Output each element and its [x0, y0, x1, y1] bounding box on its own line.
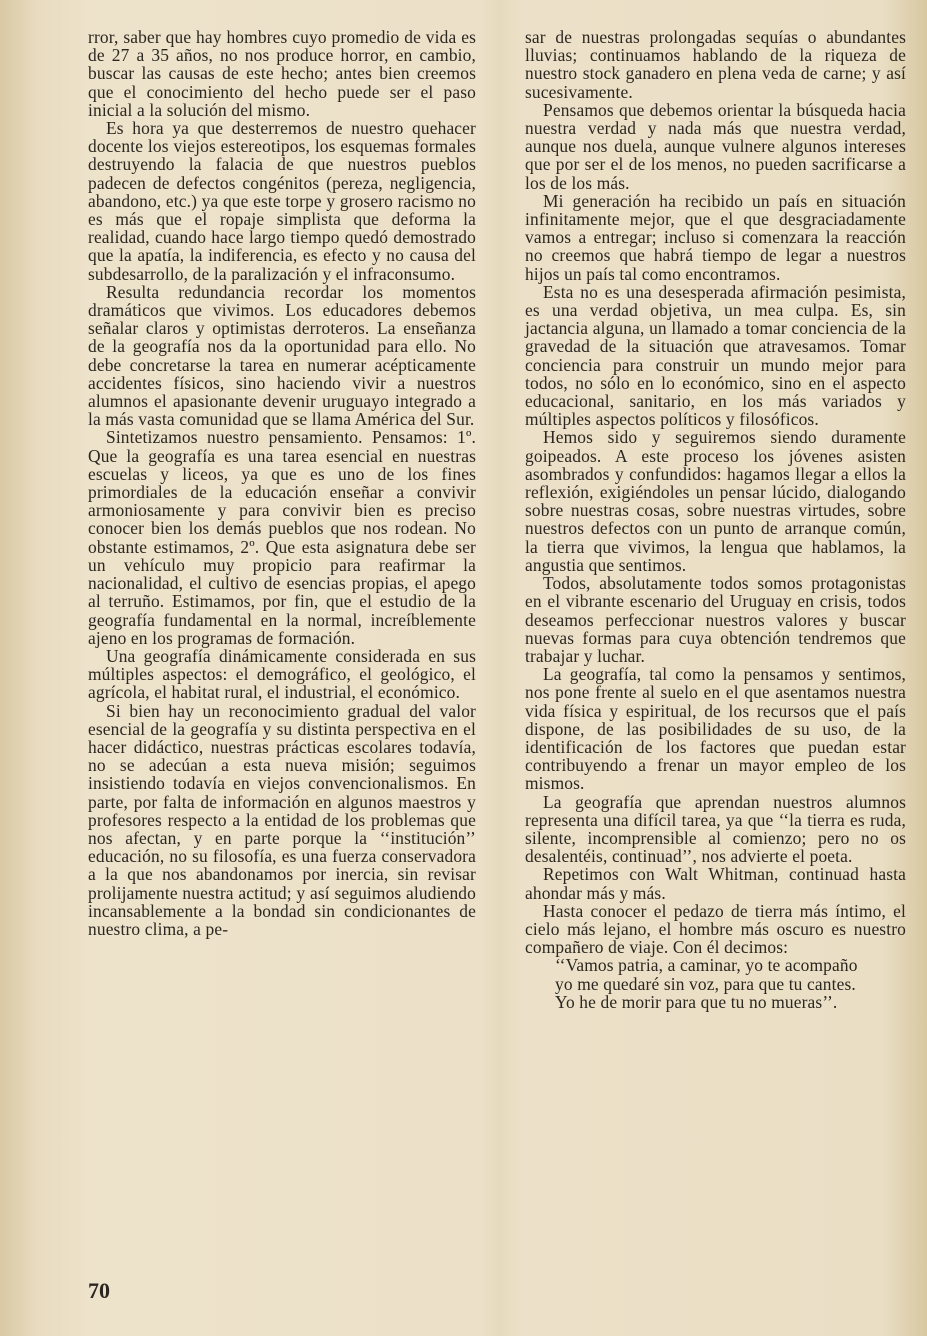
page-number: 70 [88, 1278, 110, 1303]
paragraph: La geografía, tal como la pensamos y sentimos, nos pone frente al suelo en el que asentamos nuestra vida física y espiritual, de los recursos que el país dispone, de las posibilidades de su uso, de la identificación de los factores que puedan estar contribuyendo a frenar un mayor empleo de los mismos. [525, 664, 906, 794]
paragraph: Esta no es una desesperada afirmación pesimista, es una verdad objetiva, un mea culpa. Es, sin jactancia alguna, un llamado a tomar conciencia de la gravedad de la situación que atravesamos. Tomar conciencia para construir un mundo mejor para todos, no sólo en lo económico, sino en el aspecto educacional, sanitario, en los más variados y múltiples aspectos políticos y filosóficos. [525, 281, 906, 430]
paragraph: Una geografía dinámicamente considerada en sus múltiples aspectos: el demográfico, el geológico, el agrícola, el habitat rural, el industrial, el económico. [88, 645, 476, 703]
left-column [88, 28, 476, 938]
paragraph: Resulta redundancia recordar los momentos dramáticos que vivimos. Los educadores debemos señalar claros y optimistas derroteros. La enseñanza de la geografía nos da la oportunidad para ello. No debe concretarse la tarea en numerar acépticamente accidentes físicos, sino haciendo vivir a nuestros alumnos el apasionante devenir uruguayo integrado a la más vasta comunidad que se llama América del Sur. [88, 281, 476, 430]
poem-quote-line: ‘‘Vamos patria, a caminar, yo te acompaño [555, 955, 858, 976]
paragraph: Es hora ya que desterremos de nuestro quehacer docente los viejos estereotipos, los esquemas formales destruyendo la falacia de que nuestros pueblos padecen de defectos congénitos (pereza, negligencia, abandono, etc.) ya que este torpe y grosero racismo no es más que el ropaje simplista que deforma la realidad, cuando hace largo tiempo quedó demostrado que la apatía, la indiferencia, es efecto y no causa del subdesarrollo, de la paralización y el infraconsumo. [88, 118, 476, 284]
right-column [525, 28, 906, 1011]
paragraph: La geografía que aprendan nuestros alumnos representa una difícil tarea, ya que ‘‘la tierra es ruda, silente, incomprensible al comienzo; pero no os desalentéis, continuad’’, nos advierte el poeta. [525, 791, 906, 867]
paragraph: Repetimos con Walt Whitman, continuad hasta ahondar más y más. [525, 864, 906, 903]
paragraph: rror, saber que hay hombres cuyo promedio de vida es de 27 a 35 años, no nos produce horror, en cambio, buscar las causas de este hecho; antes bien creemos que el conocimiento del hecho puede ser el paso inicial a la solución del mismo. [88, 27, 476, 120]
paragraph: Sintetizamos nuestro pensamiento. Pensamos: 1º. Que la geografía es una tarea esencial en nuestras escuelas y liceos, ya que es uno de los fines primordiales de la educación enseñar a convivir armoniosamente y para convivir bien es preciso conocer bien los demás pueblos que nos rodean. No obstante estimamos, 2º. Que esta asignatura debe ser un vehículo muy propicio para reafirmar la nacionalidad, el cultivo de esencias propias, el apego al terruño. Estimamos, por fin, que el estudio de la geografía fundamental en la normal, increíblemente ajeno en los programas de formación. [88, 427, 476, 648]
paragraph: Si bien hay un reconocimiento gradual del valor esencial de la geografía y su distinta perspectiva en el hacer didáctico, nuestras prácticas escolares todavía, no se adecúan a esta nueva misión; seguimos insistiendo todavía en viejos convencionalismos. En parte, por falta de información en algunos maestros y profesores respecto a la entidad de los problemas que nos afectan, y en parte porque la ‘‘institución’’ educación, no su filosofía, es una fuerza conservadora a la que nos abandonamos por inercia, sin revisar prolijamente nuestra actitud; y así seguimos aludiendo incansablemente a la bondad sin condicionantes de nuestro clima, a pe- [88, 700, 476, 939]
poem-quote-line: Yo he de morir para que tu no mueras’’. [555, 991, 838, 1012]
paragraph: sar de nuestras prolongadas sequías o abundantes lluvias; continuamos hablando de la riqueza de nuestro stock ganadero en plena veda de carne; y así sucesivamente. [525, 27, 906, 102]
paragraph: Hemos sido y seguiremos siendo duramente goipeados. A este proceso los jóvenes asisten asombrados y confundidos: hagamos llegar a ellos la reflexión, exigiéndoles un pensar lúcido, dialogando sobre nuestras cosas, sobre nuestras virtudes, sobre nuestros defectos con un punto de arranque común, la tierra que vivimos, la lengua que hablamos, la angustia que sentimos. [525, 427, 906, 575]
paragraph: Pensamos que debemos orientar la búsqueda hacia nuestra verdad y nada más que nuestra verdad, aunque nos duela, aunque vulnere algunos intereses que por ser el de los menos, no pueden sacrificarse a los de los más. [525, 99, 906, 193]
paragraph: Mi generación ha recibido un país en situación infinitamente mejor, que el que desgraciadamente vamos a entregar; incluso si comenzara la reacción no creemos que habrá tiempo de legar a nuestros hijos un país tal como encontramos. [525, 190, 906, 284]
paragraph: Todos, absolutamente todos somos protagonistas en el vibrante escenario del Uruguay en crisis, todos deseamos perfeccionar nuestros valores y buscar nuevas formas para cuya obtención tendremos que trabajar y luchar. [525, 573, 906, 666]
poem-quote-line: yo me quedaré sin voz, para que tu cantes. [555, 973, 856, 994]
paragraph: Hasta conocer el pedazo de tierra más íntimo, el cielo más lejano, el hombre más oscuro es nuestro compañero de viaje. Con él decimos: [525, 900, 906, 958]
